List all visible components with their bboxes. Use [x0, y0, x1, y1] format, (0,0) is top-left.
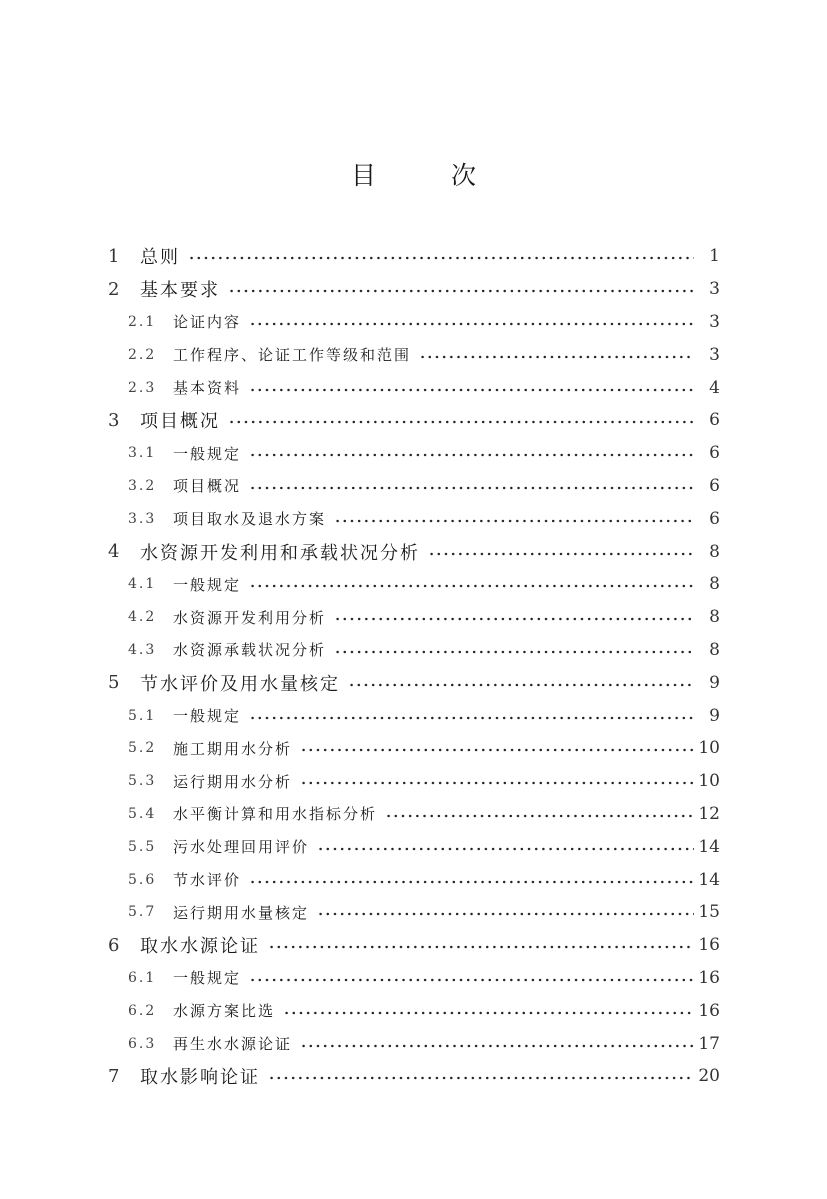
dot-leader — [300, 781, 694, 785]
toc-entry-title: 水源方案比选 — [173, 1002, 276, 1021]
page-title: 目 次 — [350, 161, 476, 190]
toc-section-entry[interactable] — [108, 371, 720, 404]
toc-page-number: 1 — [709, 246, 720, 267]
dot-leader — [334, 617, 694, 621]
toc-entry-title: 项目概况 — [140, 411, 220, 433]
dot-leader — [249, 486, 694, 490]
toc-chapter-entry[interactable] — [108, 929, 720, 962]
toc-entry-title: 取水影响论证 — [140, 1067, 260, 1089]
toc-page-number: 16 — [698, 1000, 720, 1021]
toc-page-number: 4 — [709, 377, 720, 398]
toc-entry-title: 项目概况 — [173, 477, 242, 496]
toc-entry-title: 论证内容 — [173, 313, 242, 332]
toc-entry-number: 6.2 — [128, 1002, 157, 1019]
toc-section-entry[interactable] — [108, 994, 720, 1027]
toc-page-number: 10 — [698, 738, 720, 759]
dot-leader — [249, 322, 694, 326]
toc-section-entry[interactable] — [108, 437, 720, 470]
toc-entry-number: 3.3 — [128, 510, 157, 527]
dot-leader — [228, 420, 694, 424]
toc-section-entry[interactable] — [108, 896, 720, 929]
toc-entry-title: 节水评价 — [173, 871, 242, 890]
dot-leader — [268, 1076, 694, 1080]
toc-page-number: 20 — [698, 1066, 720, 1087]
toc-chapter-entry[interactable] — [108, 273, 720, 306]
dot-leader — [334, 650, 694, 654]
toc-entry-number: 6.3 — [128, 1035, 157, 1052]
toc-chapter-entry[interactable] — [108, 1060, 720, 1093]
toc-entry-number: 5.5 — [128, 838, 157, 855]
toc-page-number: 8 — [709, 574, 720, 595]
toc-page-number: 6 — [709, 443, 720, 464]
toc-entry-title: 项目取水及退水方案 — [173, 510, 327, 529]
toc-section-entry[interactable] — [108, 962, 720, 995]
dot-leader — [348, 683, 694, 687]
dot-leader — [428, 552, 694, 556]
toc-section-entry[interactable] — [108, 306, 720, 339]
toc-entry-title: 一般规定 — [173, 444, 242, 463]
toc-entry-number: 3.1 — [128, 445, 157, 462]
dot-leader — [249, 716, 694, 720]
toc-entry-number: 3.2 — [128, 477, 157, 494]
toc-page-number: 8 — [709, 541, 720, 562]
toc-entry-number: 6.1 — [128, 969, 157, 986]
toc-section-entry[interactable] — [108, 1027, 720, 1060]
toc-entry-number: 4.1 — [128, 576, 157, 593]
toc-entry-number: 2.1 — [128, 313, 157, 330]
toc-entry-number: 4.3 — [128, 641, 157, 658]
dot-leader — [268, 945, 694, 949]
toc-page-number: 16 — [698, 935, 720, 956]
toc-page-number: 6 — [709, 475, 720, 496]
toc-page-number: 9 — [709, 672, 720, 693]
dot-leader — [300, 748, 694, 752]
toc-entry-number: 5 — [108, 672, 120, 694]
toc-page-number: 3 — [709, 344, 720, 365]
toc-entry-title: 基本要求 — [140, 280, 220, 302]
toc-entry-title: 再生水水源论证 — [173, 1035, 293, 1054]
toc-page-number: 3 — [709, 279, 720, 300]
toc-page-number: 10 — [698, 771, 720, 792]
toc-section-entry[interactable] — [108, 568, 720, 601]
dot-leader — [385, 814, 694, 818]
toc-entry-title: 总则 — [140, 247, 180, 269]
toc-page-number: 9 — [709, 705, 720, 726]
dot-leader — [228, 289, 694, 293]
toc-entry-title: 基本资料 — [173, 379, 242, 398]
toc-entry-title: 取水水源论证 — [140, 936, 260, 958]
toc-section-entry[interactable] — [108, 470, 720, 503]
toc-page-number: 12 — [698, 803, 720, 824]
toc-chapter-entry[interactable] — [108, 535, 720, 568]
toc-section-entry[interactable] — [108, 798, 720, 831]
dot-leader — [249, 453, 694, 457]
toc-entry-number: 6 — [108, 934, 120, 956]
toc-entry-number: 5.6 — [128, 871, 157, 888]
toc-section-entry[interactable] — [108, 830, 720, 863]
toc-entry-number: 4.2 — [128, 609, 157, 626]
toc-entry-title: 一般规定 — [173, 969, 242, 988]
dot-leader — [188, 256, 694, 260]
toc-entry-number: 2 — [108, 278, 120, 300]
toc-entry-title: 水平衡计算和用水指标分析 — [173, 805, 378, 824]
dot-leader — [249, 978, 694, 982]
table-of-contents — [108, 240, 720, 1093]
toc-page-number: 8 — [709, 639, 720, 660]
toc-entry-title: 工作程序、论证工作等级和范围 — [173, 346, 412, 365]
toc-page-number: 16 — [698, 967, 720, 988]
toc-section-entry[interactable] — [108, 601, 720, 634]
toc-entry-number: 5.1 — [128, 707, 157, 724]
toc-entry-number: 2.3 — [128, 379, 157, 396]
toc-page-number: 8 — [709, 607, 720, 628]
dot-leader — [249, 388, 694, 392]
toc-entry-number: 4 — [108, 541, 120, 563]
toc-section-entry[interactable] — [108, 338, 720, 371]
toc-entry-title: 一般规定 — [173, 707, 242, 726]
dot-leader — [283, 1011, 694, 1015]
toc-chapter-entry[interactable] — [108, 666, 720, 699]
dot-leader — [419, 355, 694, 359]
toc-entry-number: 1 — [108, 245, 120, 267]
toc-entry-title: 运行期用水分析 — [173, 772, 293, 791]
dot-leader — [300, 1044, 694, 1048]
toc-entry-title: 施工期用水分析 — [173, 739, 293, 758]
toc-entry-number: 2.2 — [128, 346, 157, 363]
toc-page-number: 17 — [698, 1033, 720, 1054]
toc-section-entry[interactable] — [108, 765, 720, 798]
toc-section-entry[interactable] — [108, 863, 720, 896]
toc-page-number: 6 — [709, 410, 720, 431]
toc-page-number: 6 — [709, 508, 720, 529]
dot-leader — [317, 847, 694, 851]
dot-leader — [249, 880, 694, 884]
toc-entry-number: 5.7 — [128, 904, 157, 921]
toc-entry-number: 3 — [108, 409, 120, 431]
toc-entry-number: 5.3 — [128, 773, 157, 790]
toc-entry-number: 5.4 — [128, 805, 157, 822]
toc-entry-number: 7 — [108, 1065, 120, 1087]
toc-entry-title: 水资源开发利用分析 — [173, 608, 327, 627]
toc-entry-title: 运行期用水量核定 — [173, 903, 310, 922]
toc-page-number: 14 — [698, 869, 720, 890]
toc-chapter-entry[interactable] — [108, 404, 720, 437]
toc-page-number: 14 — [698, 836, 720, 857]
toc-entry-title: 一般规定 — [173, 575, 242, 594]
toc-page-number: 3 — [709, 311, 720, 332]
toc-entry-title: 水资源承载状况分析 — [173, 641, 327, 660]
toc-page-number: 15 — [698, 902, 720, 923]
dot-leader — [249, 584, 694, 588]
toc-entry-title: 节水评价及用水量核定 — [140, 673, 340, 695]
toc-chapter-entry[interactable] — [108, 240, 720, 273]
toc-entry-title: 水资源开发利用和承载状况分析 — [140, 542, 420, 564]
dot-leader — [317, 912, 694, 916]
toc-section-entry[interactable] — [108, 634, 720, 667]
dot-leader — [334, 519, 694, 523]
toc-entry-title: 污水处理回用评价 — [173, 838, 310, 857]
toc-entry-number: 5.2 — [128, 740, 157, 757]
toc-section-entry[interactable] — [108, 502, 720, 535]
toc-section-entry[interactable] — [108, 732, 720, 765]
toc-section-entry[interactable] — [108, 699, 720, 732]
